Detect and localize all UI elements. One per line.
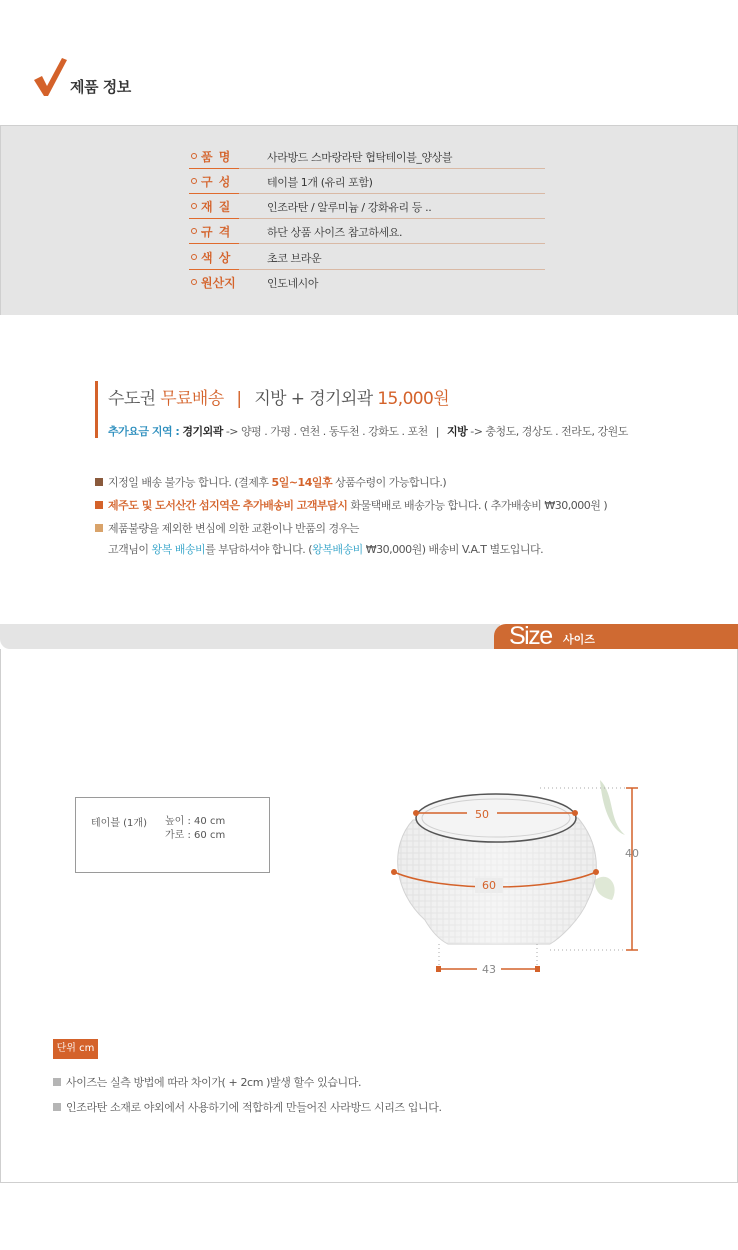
spec-width: 가로 : 60 cm [165,830,226,841]
info-row-composition [189,169,545,194]
info-row-name [189,144,545,169]
info-value: 테이블 1개 (유리 포함) [267,176,373,189]
note-delivery-date: 지정일 배송 불가능 합니다. (결제후 5일~14일후 상품수령이 가능합니다.) [95,474,446,490]
info-row-origin [189,270,545,295]
info-label: 색 상 [201,251,232,265]
bottom-note: 인조라탄 소재로 야외에서 사용하기에 적합하게 만들어진 사라방드 시리즈 입니다. [53,1099,442,1115]
info-label: 구 성 [201,175,232,189]
info-value: 초코 브라운 [267,252,322,265]
info-value: 인조라탄 / 알루미늄 / 강화유리 등 .. [267,201,432,214]
extra-gyeonggi: 경기외곽 [182,425,223,438]
extra-local-list: -> 충청도, 경상도 . 전라도, 강원도 [467,425,628,438]
extra-label: 추가요금 지역 : [108,425,180,438]
info-label: 재 질 [201,200,232,214]
spec-height: 높이 : 40 cm [165,816,226,827]
dim-height-label: 40 [625,847,639,860]
size-diagram [380,760,660,980]
extra-gyeonggi-list: -> 양평 . 가평 . 연천 . 동두천 . 강화도 . 포천 [222,425,428,438]
bullet-icon [191,203,197,209]
shipping-region: 지방 + 경기외곽 [254,389,373,409]
bullet-icon [191,178,197,184]
bullet-icon [191,254,197,260]
info-value: 사라방드 스마랑라탄 협탁테이블_양상블 [267,151,453,164]
info-label: 품 명 [201,150,232,164]
size-title: Size [509,622,552,650]
product-info-panel [0,125,738,315]
extra-local: 지방 [446,425,468,438]
checkmark-icon [32,56,68,98]
bullet-icon [191,228,197,234]
note-return: 제품불량을 제외한 변심에 의한 교환이나 반품의 경우는 [95,520,359,536]
size-subtitle: 사이즈 [563,633,595,646]
dim-bottom-label: 43 [482,963,496,976]
extra-divider: | [435,425,439,438]
shipping-price: 15,000원 [377,389,450,409]
bottom-note: 사이즈는 실측 방법에 따라 차이가( + 2cm )발생 할수 있습니다. [53,1074,361,1090]
dim-top-label: 50 [475,808,489,821]
shipping-free: 무료배송 [160,389,224,409]
unit-label: 단위 cm [53,1039,98,1059]
spec-item-name: 테이블 (1개) [91,818,147,829]
info-row-material [189,194,545,219]
shipping-accent-bar [95,381,98,438]
shipping-metro: 수도권 [108,389,156,409]
info-value: 인도네시아 [267,277,319,290]
page-title: 제품 정보 [70,78,131,96]
info-label: 원산지 [201,276,236,290]
info-row-color [189,245,545,270]
bullet-icon [191,153,197,159]
dim-middle-label: 60 [482,879,496,892]
note-island: 제주도 및 도서산간 섬지역은 추가배송비 고객부담시 화물택배로 배송가능 합니다. ( 추가배송비 ₩30,000원 ) [95,497,607,513]
info-label: 규 격 [201,225,232,239]
spec-box [75,797,270,873]
info-value: 하단 상품 사이즈 참고하세요. [267,226,403,239]
size-bar-left [0,624,500,649]
shipping-divider: | [236,389,242,409]
note-return-cost: 고객님이 왕복 배송비를 부담하셔야 합니다. (왕복배송비 ₩30,000원) 배송비 V.A.T 별도입니다. [108,543,544,556]
shipping-extra-regions [108,423,628,439]
info-row-spec [189,219,545,244]
shipping-headline [108,384,449,409]
bullet-icon [191,279,197,285]
